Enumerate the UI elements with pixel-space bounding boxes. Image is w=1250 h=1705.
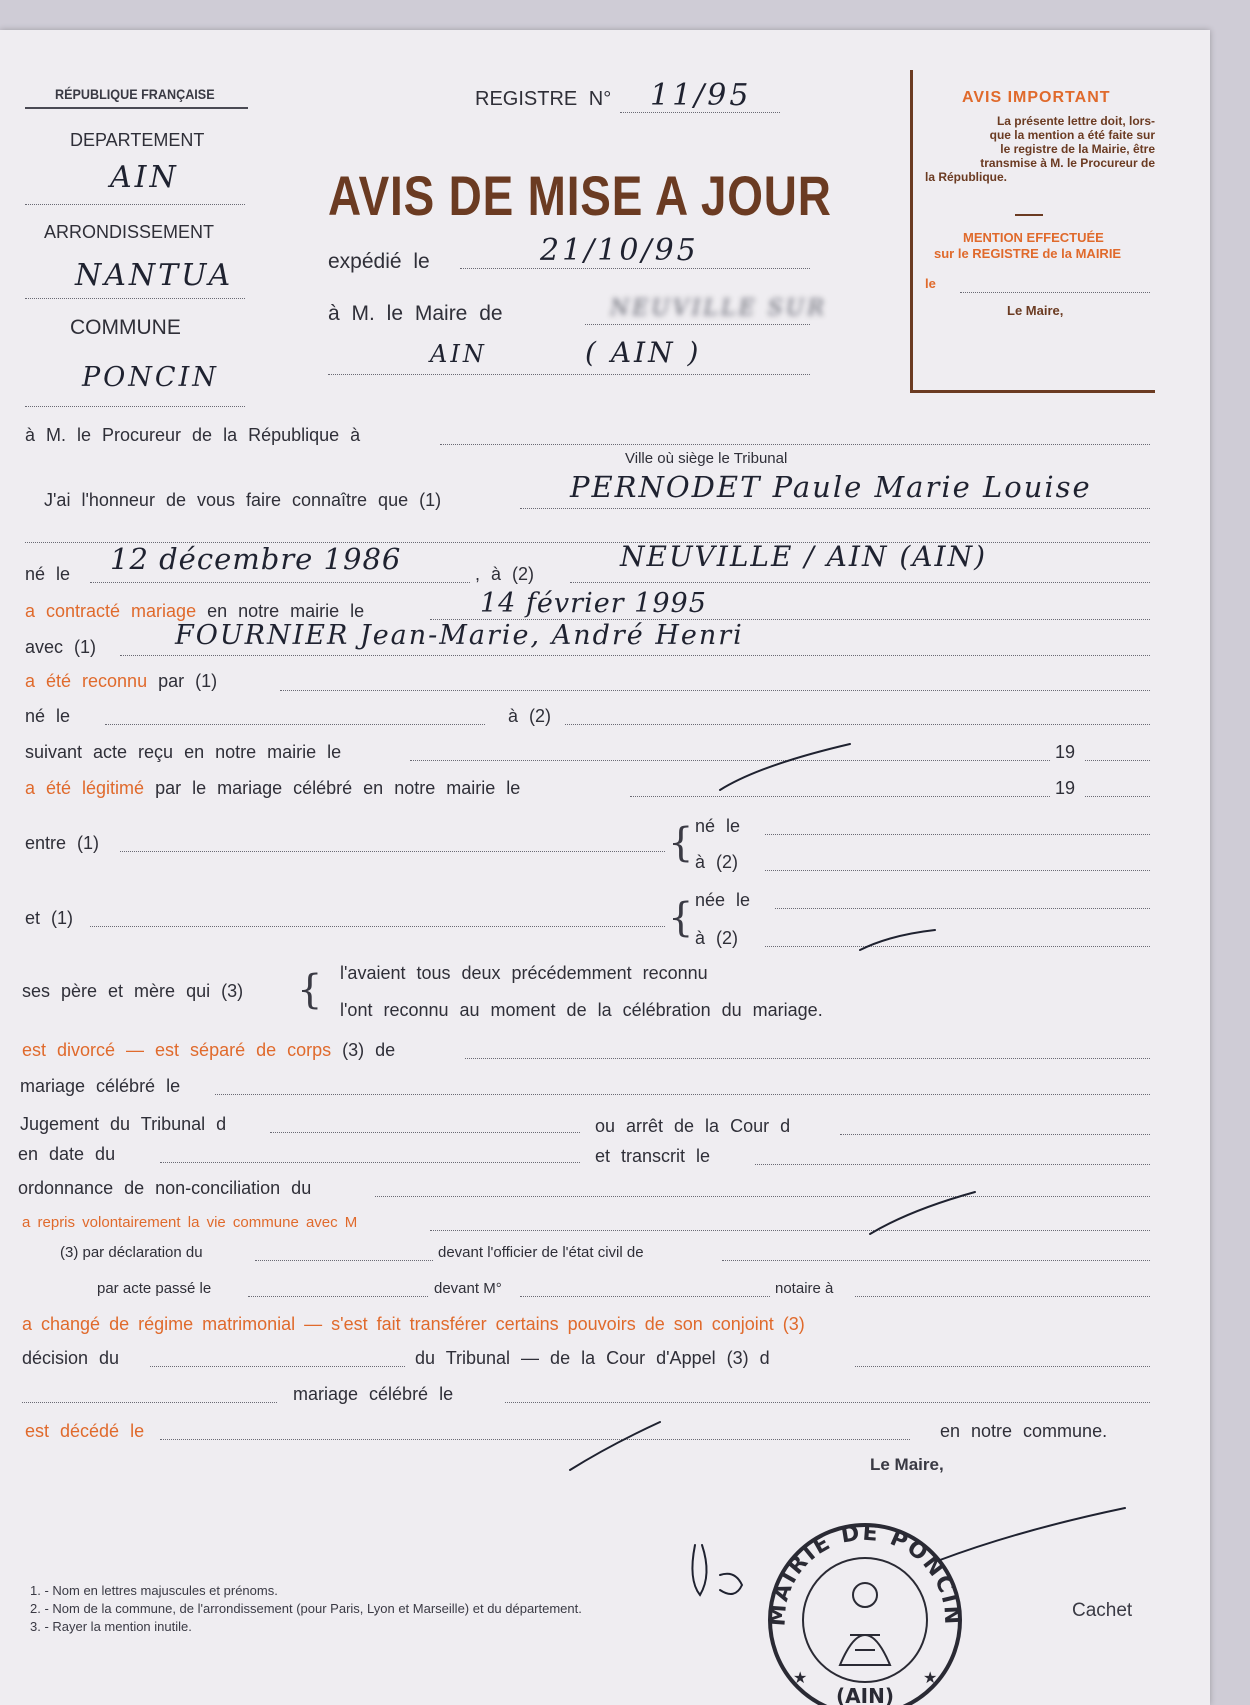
departement-label: DEPARTEMENT (70, 130, 205, 150)
footnote: 1. - Nom en lettres majuscules et prénoms. (30, 1583, 278, 1598)
declaration-line: (3) par déclaration du (60, 1244, 203, 1261)
jugement-line: Jugement du Tribunal d (20, 1114, 227, 1134)
suivant-19: 19 (1055, 742, 1076, 762)
maire-value-2: AIN (430, 340, 487, 368)
tribunal-line: du Tribunal — de la Cour d'Appel (3) d (415, 1348, 770, 1368)
ne-le-label: né le (25, 564, 71, 584)
registre-value: 11/95 (650, 78, 752, 113)
footnote: 2. - Nom de la commune, de l'arrondissement (pour Paris, Lyon et Marseille) et du département. (30, 1601, 582, 1616)
suivant-line: suivant acte reçu en notre mairie le (25, 742, 342, 762)
avaient-line: l'avaient tous deux précédemment reconnu (340, 963, 708, 983)
notice-line: la République. (925, 170, 1008, 184)
et-brace: { (668, 895, 694, 941)
expedie-value: 21/10/95 (540, 233, 699, 268)
reconnu-orange: a été reconnu (25, 671, 148, 691)
transcrit-line: et transcrit le (595, 1146, 711, 1166)
maire-value: NEUVILLE SUR (610, 296, 827, 321)
notice-title: AVIS IMPORTANT (962, 89, 1111, 106)
decede-line: est décédé le (25, 1421, 145, 1441)
maire-value-3: ( AIN ) (585, 336, 702, 369)
avec-label: avec (1) (25, 637, 97, 657)
avec-value: FOURNIER Jean-Marie, André Henri (175, 620, 744, 651)
stamp-bottom-text: (AIN) (836, 1684, 894, 1705)
expedie-label: expédié le (328, 250, 430, 273)
divorce-rest: (3) de (342, 1040, 396, 1060)
le-maire-footer: Le Maire, (870, 1455, 944, 1474)
ne-le-value: 12 décembre 1986 (110, 542, 402, 576)
ne-a-2: à (2) (508, 706, 552, 726)
commune-end-line: en notre commune. (940, 1421, 1108, 1441)
notice-mention-1: MENTION EFFECTUÉE (963, 230, 1104, 245)
registre-label: REGISTRE N° (475, 88, 612, 110)
decision-line: décision du (22, 1348, 120, 1368)
et-nee-le: née le (695, 890, 751, 910)
star-icon: ★ (923, 1670, 938, 1687)
document-sheet (0, 30, 1210, 1705)
divorce-orange: est divorcé — est séparé de corps (22, 1040, 332, 1060)
page-title: AVIS DE MISE A JOUR (328, 164, 832, 227)
notice-le: le (925, 276, 936, 291)
cachet-label: Cachet (1072, 1600, 1133, 1621)
star-icon: ★ (793, 1670, 808, 1687)
entre-label: entre (1) (25, 833, 100, 853)
legitime-orange: a été légitimé (25, 778, 145, 798)
arrondissement-label: ARRONDISSEMENT (44, 222, 215, 242)
commune-value: PONCIN (82, 362, 219, 393)
devant-m-line: devant M° (434, 1280, 502, 1297)
republique-label: RÉPUBLIQUE FRANÇAISE (55, 86, 215, 102)
contracte-orange: a contracté mariage (25, 601, 197, 621)
entre-brace: { (668, 820, 694, 866)
stamp-top-text: MAIRIE DE PONCIN (765, 1520, 965, 1627)
repris-line: a repris volontairement la vie commune avec M (22, 1214, 358, 1231)
notice-line: le registre de la Mairie, être (1000, 142, 1155, 156)
contracte-value: 14 février 1995 (480, 588, 707, 619)
arret-line: ou arrêt de la Cour d (595, 1116, 791, 1136)
contracte-rest: en notre mairie le (207, 601, 365, 621)
ont-reconnu-line: l'ont reconnu au moment de la célébration du mariage. (340, 1000, 823, 1020)
ses-pere-label: ses père et mère qui (3) (22, 981, 244, 1001)
entre-a: à (2) (695, 852, 739, 872)
et-a: à (2) (695, 928, 739, 948)
legitime-19: 19 (1055, 778, 1076, 798)
arrondissement-value: NANTUA (75, 258, 234, 293)
ne-a-label: , à (2) (475, 564, 535, 584)
footnote: 3. - Rayer la mention inutile. (30, 1619, 192, 1634)
notaire-line: notaire à (775, 1280, 834, 1297)
notice-line: que la mention a été faite sur (989, 128, 1155, 142)
et-label: et (1) (25, 908, 74, 928)
legitime-rest: par le mariage célébré en notre mairie le (155, 778, 521, 798)
devant-officier-line: devant l'officier de l'état civil de (438, 1244, 644, 1261)
ordonnance-line: ordonnance de non-conciliation du (18, 1178, 312, 1198)
handwritten-strokes (0, 30, 1210, 1705)
entre-ne-le: né le (695, 816, 741, 836)
en-date-line: en date du (18, 1144, 116, 1164)
acte-passe-line: par acte passé le (97, 1280, 212, 1297)
departement-value: AIN (110, 160, 179, 195)
ville-note: Ville où siège le Tribunal (625, 450, 788, 467)
notice-line: La présente lettre doit, lors- (996, 114, 1155, 128)
procureur-line: à M. le Procureur de la République à (25, 425, 361, 445)
regime-line: a changé de régime matrimonial — s'est fait transférer certains pouvoirs de son conjoint (3) (22, 1314, 805, 1334)
reconnu-rest: par (1) (158, 671, 218, 691)
honneur-line: J'ai l'honneur de vous faire connaître que (1) (44, 490, 442, 510)
ne-a-value: NEUVILLE / AIN (AIN) (620, 540, 987, 573)
notice-maire: Le Maire, (1007, 303, 1064, 318)
commune-label: COMMUNE (70, 316, 181, 339)
notice-line: transmise à M. le Procureur de (980, 156, 1155, 170)
mariage-celebre-line: mariage célébré le (20, 1076, 181, 1096)
mariage-celebre-2-line: mariage célébré le (293, 1384, 454, 1404)
ses-pere-brace: { (297, 967, 323, 1013)
notice-mention-2: sur le REGISTRE de la MAIRIE (934, 246, 1122, 261)
ne-le-2: né le (25, 706, 71, 726)
maire-label: à M. le Maire de (328, 302, 503, 325)
honneur-value: PERNODET Paule Marie Louise (570, 470, 1092, 504)
